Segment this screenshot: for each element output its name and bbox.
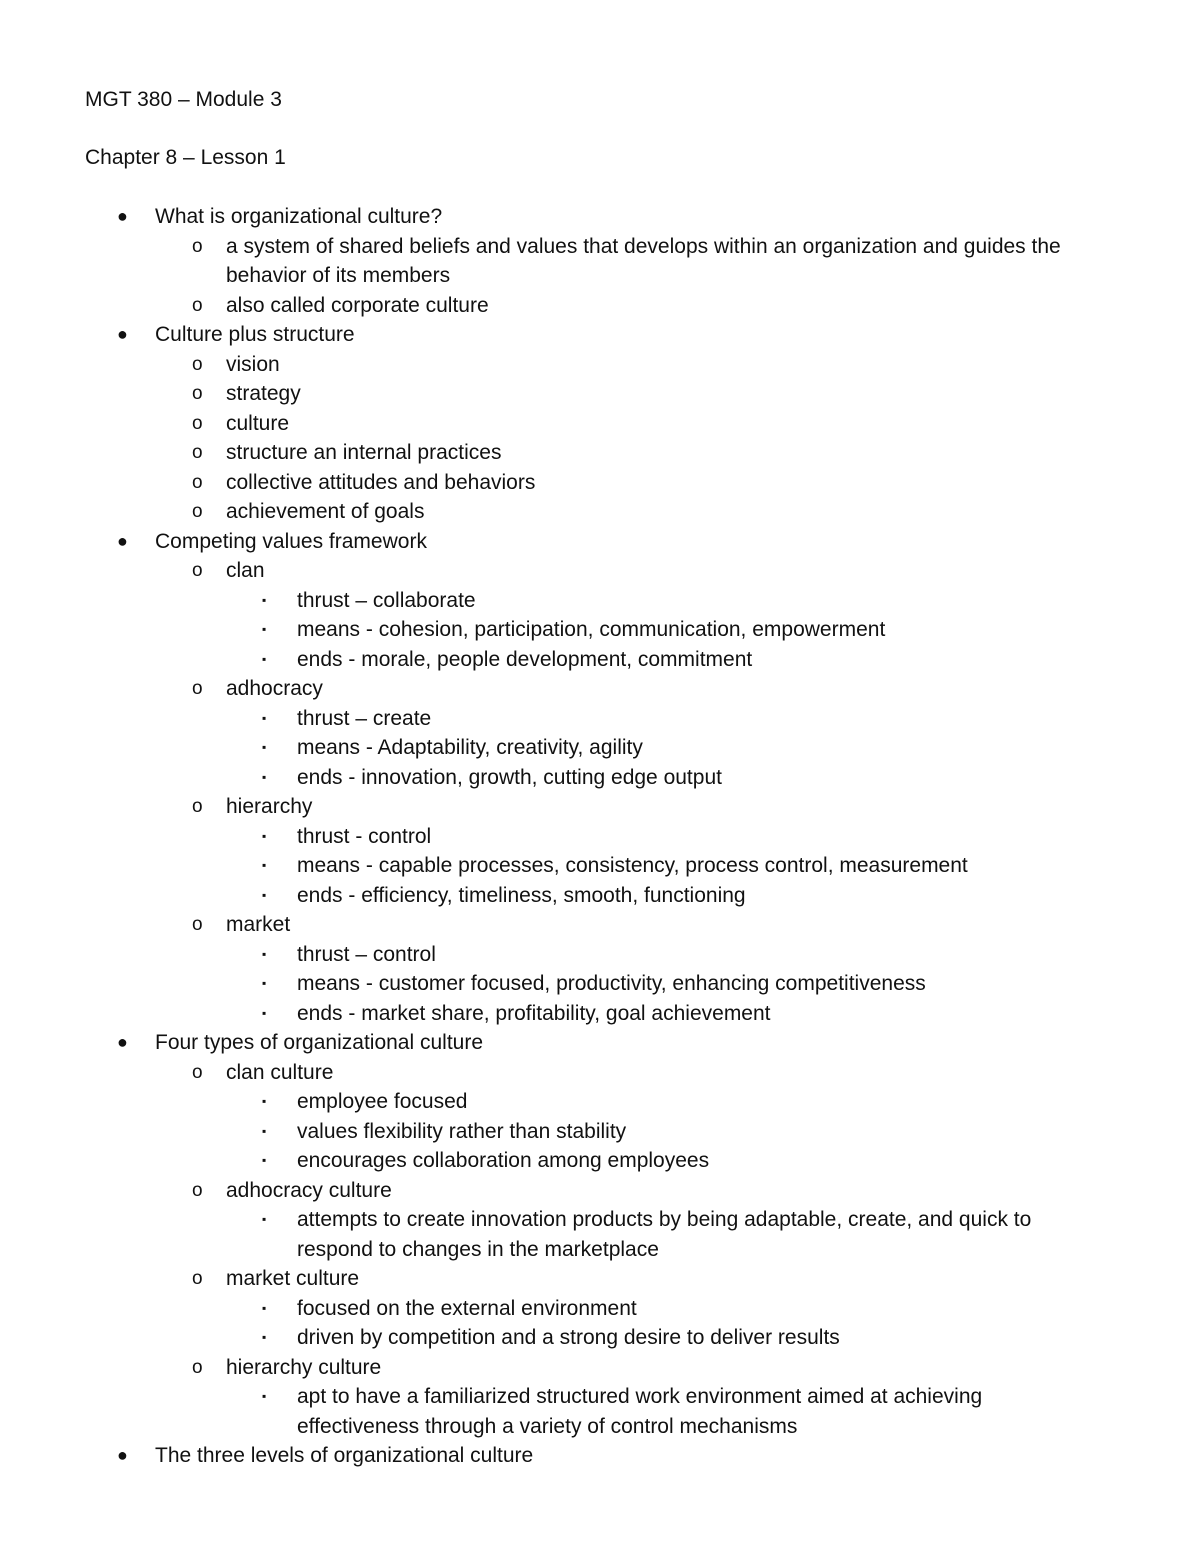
outline-item-level-2 [0,291,1200,321]
bullet-icon: o [192,914,203,935]
outline-item-level-3 [0,1294,1200,1324]
outline-item-level-3 [0,940,1200,970]
outline-item-level-2 [0,438,1200,468]
outline-item-text: clan culture [226,1060,334,1084]
outline-item-text: ends - morale, people development, commitment [297,647,753,671]
outline-item-text: thrust – control [297,942,436,966]
outline-item-text: thrust - control [297,824,432,848]
bullet-icon: ● [117,1032,128,1052]
bullet-icon: ● [117,1445,128,1465]
outline-item-level-3 [0,615,1200,645]
outline-item-level-3 [0,704,1200,734]
outline-item-level-1 [0,1028,1200,1058]
bullet-icon: ▪ [262,1094,267,1108]
outline-item-level-2 [0,792,1200,822]
bullet-icon: ▪ [262,1300,267,1315]
outline-item-text: collective attitudes and behaviors [226,470,536,494]
outline-item-level-1 [0,202,1200,232]
outline-item-text: a system of shared beliefs and values that develops within an organization and guides the behavior of its members [226,234,1061,287]
bullet-icon: ▪ [262,592,267,607]
outline-item-text: means - customer focused, productivity, enhancing competitiveness [297,972,926,995]
outline-item-level-3 [0,733,1200,763]
bullet-icon: o [192,560,203,581]
bullet-icon: o [192,442,203,463]
outline-item-text: driven by competition and a strong desire to deliver results [297,1326,840,1349]
outline-item-text: means - cohesion, participation, communication, empowerment [297,618,886,641]
outline-item-level-3 [0,999,1200,1029]
bullet-icon: ▪ [262,1005,267,1020]
bullet-icon: ● [117,324,128,344]
bullet-icon: ▪ [262,946,267,961]
outline-item-text: also called corporate culture [226,293,489,317]
outline-item-text: ends - market share, profitability, goal achievement [297,1001,771,1025]
bullet-icon: ▪ [262,1389,267,1403]
bullet-icon: o [192,1268,203,1289]
outline-item-level-3 [0,1323,1200,1353]
outline-item-level-2 [0,1176,1200,1206]
outline-item-text: attempts to create innovation products by being adaptable, create, and quick to respond to changes in the marketplace [297,1208,1032,1261]
outline-item-text: adhocracy [226,677,323,700]
bullet-icon: ● [117,530,128,551]
outline-item-level-3 [0,851,1200,881]
outline-item-text: clan [226,559,265,582]
outline-item-text: Competing values framework [155,529,427,553]
outline-item-text: employee focused [297,1090,468,1113]
outline-item-level-3 [0,586,1200,616]
bullet-icon: o [192,471,203,493]
outline-item-text: focused on the external environment [297,1296,637,1320]
outline-item-text: means - Adaptability, creativity, agility [297,736,643,759]
bullet-icon: ▪ [262,828,267,843]
bullet-icon: o [192,678,203,699]
bullet-icon: o [192,1179,203,1201]
outline-item-text: market [226,913,291,936]
outline-item-text: culture [226,411,290,435]
bullet-icon: o [192,353,203,375]
bullet-icon: o [192,796,203,817]
outline-item-level-3 [0,1382,1200,1441]
bullet-icon: ▪ [262,976,267,990]
document-title: MGT 380 – Module 3 [85,88,282,111]
outline-item-level-3 [0,1146,1200,1176]
outline-item-level-2 [0,556,1200,586]
outline-item-level-2 [0,350,1200,380]
bullet-icon: ▪ [262,622,267,636]
outline-item-text: ends - innovation, growth, cutting edge output [297,765,722,789]
outline-item-level-2 [0,910,1200,940]
outline-item-level-2 [0,1353,1200,1383]
outline-item-level-2 [0,1264,1200,1294]
outline-item-text: apt to have a familiarized structured work environment aimed at achieving effectiveness through a variety of control mechanisms [297,1385,983,1438]
bullet-icon: ▪ [262,1212,267,1226]
bullet-icon: ▪ [262,1153,267,1167]
outline-item-text: market culture [226,1267,360,1290]
document-subtitle: Chapter 8 – Lesson 1 [85,146,286,169]
bullet-icon: ● [117,206,128,226]
outline-item-level-2 [0,1058,1200,1088]
outline-item-text: achievement of goals [226,500,425,523]
bullet-icon: o [192,1061,203,1083]
outline-item-text: thrust – create [297,706,432,730]
bullet-icon: ▪ [262,1123,267,1138]
bullet-icon: ▪ [262,710,267,725]
notes-outline [0,202,1200,1471]
outline-item-level-3 [0,1117,1200,1147]
outline-item-level-2 [0,409,1200,439]
outline-item-text: strategy [226,382,301,405]
outline-item-text: What is organizational culture? [155,205,443,228]
outline-item-text: vision [226,352,280,376]
outline-item-level-2 [0,468,1200,498]
bullet-icon: ▪ [262,651,267,666]
outline-item-text: values flexibility rather than stability [297,1119,627,1143]
bullet-icon: o [192,1356,203,1378]
outline-item-level-3 [0,822,1200,852]
outline-item-level-3 [0,969,1200,999]
bullet-icon: ▪ [262,858,267,872]
outline-item-text: adhocracy culture [226,1178,392,1202]
bullet-icon: o [192,235,203,257]
outline-item-level-1 [0,1441,1200,1471]
outline-item-text: encourages collaboration among employees [297,1149,710,1172]
bullet-icon: ▪ [262,887,267,902]
outline-item-level-1 [0,320,1200,350]
outline-item-text: thrust – collaborate [297,588,476,612]
outline-item-level-3 [0,881,1200,911]
bullet-icon: ▪ [262,740,267,754]
outline-item-text: ends - efficiency, timeliness, smooth, functioning [297,883,746,907]
outline-item-level-3 [0,763,1200,793]
bullet-icon: o [192,501,203,522]
outline-item-level-2 [0,497,1200,527]
bullet-icon: o [192,294,203,316]
outline-item-text: hierarchy [226,795,313,818]
outline-item-text: means - capable processes, consistency, process control, measurement [297,854,968,877]
outline-item-text: Four types of organizational culture [155,1031,484,1054]
outline-item-text: structure an internal practices [226,441,502,464]
outline-item-level-2 [0,674,1200,704]
bullet-icon: ▪ [262,1330,267,1344]
outline-item-text: Culture plus structure [155,323,355,346]
outline-item-level-1 [0,527,1200,557]
outline-item-level-3 [0,1205,1200,1264]
outline-item-level-3 [0,1087,1200,1117]
bullet-icon: ▪ [262,769,267,784]
bullet-icon: o [192,412,203,434]
outline-item-text: hierarchy culture [226,1355,382,1379]
bullet-icon: o [192,383,203,404]
outline-item-level-2 [0,232,1200,291]
outline-item-text: The three levels of organizational culture [155,1444,534,1467]
outline-item-level-3 [0,645,1200,675]
outline-item-level-2 [0,379,1200,409]
